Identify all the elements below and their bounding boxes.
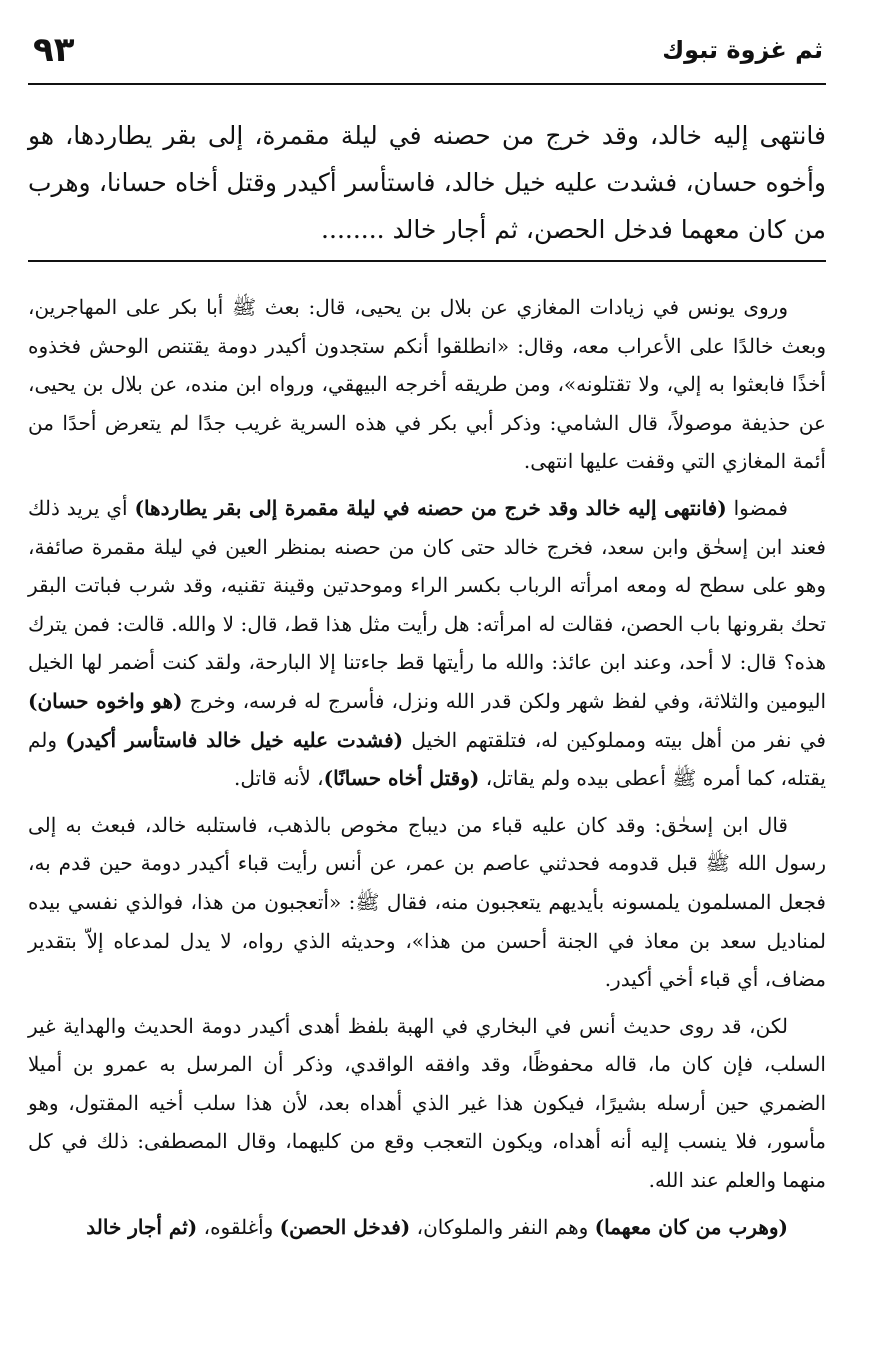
running-title: ثم غزوة تبوك [662, 36, 823, 64]
commentary [28, 288, 826, 1254]
quoted-text: (هو واخوه حسان) [28, 688, 183, 713]
commentary-paragraph-5 [28, 1208, 826, 1247]
header-rule [28, 83, 826, 85]
page-number: ٩٣ [33, 30, 75, 70]
main-text-body: فانتهى إليه خالد، وقد خرج من حصنه في ليلة مقمرة، إلى بقر يطاردها، هو وأخوه حسان، فشدت عليه خيل خالد، فاستأسر أكيدر وقتل أخاه حسانا، وهرب من كان معهما فدخل الحصن، ثم أجار خالد [28, 121, 826, 244]
commentary-paragraph-3: قال ابن إسحٰق: وقد كان عليه قباء من ديباج مخوص بالذهب، فاستلبه خالد، فبعث به إلى رسول الله ﷺ قبل قدومه فحدثني عاصم بن عمر، عن أنس رأيت قباء أكيدر دومة حين قدم به، فجعل المسلمون يلمسونه بأيديهم يتعجبون منه، فقال ﷺ: «أتعجبون من هذا، فوالذي نفسي بيده لمناديل سعد بن معاذ في الجنة أحسن من هذا»، وحديثه الذي رواه، لا يدل لمدعاه إلاّ بتقدير مضاف، أي قباء أخي أكيدر. [28, 812, 826, 992]
commentary-text: وأغلقوه، [197, 1214, 280, 1239]
quoted-text: (ثم أجار خالد [86, 1214, 198, 1239]
commentary-text: ولم يقتله، كما أمره ﷺ أعطى بيده ولم يقاتل، [28, 727, 826, 791]
commentary-text: ، لأنه قاتل. [234, 766, 324, 791]
commentary-text: وهم النفر والملوكان، [410, 1214, 595, 1239]
commentary-text: في نفر من أهل بيته ومملوكين له، فتلقتهم الخيل [403, 727, 826, 752]
commentary-paragraph-2 [28, 489, 826, 798]
section-rule [28, 260, 826, 262]
quoted-text: (فانتهى إليه خالد وقد خرج من حصنه في ليلة مقمرة إلى بقر يطاردها) [134, 495, 727, 520]
commentary-text: أي يريد ذلك فعند ابن إسحٰق وابن سعد، فخرج خالد حتى كان من حصنه بمنظر العين في ليلة مقمرة صائفة، وهو على سطح له ومعه امرأته الرباب بكسر الراء وموحدتين وقينة تقنيه، وقد شرب فباتت البقر تحك بقرونها باب الحصن، فقالت له امرأته: هل رأيت مثل هذا قط، قال: لا والله. قالت: فمن يترك هذه؟ قال: لا أحد، وعند ابن عائذ: والله ما رأيتها قط جاءتنا إلا البارحة، ولقد كنت أضمر لها الخيل اليومين والثلاثة، وفي لفظ شهر ولكن قدر الله ونزل، فأسرج له فرسه، وخرج [28, 495, 827, 713]
quoted-text: (وقتل أخاه حسانًا) [323, 766, 480, 791]
quoted-text: (وهرب من كان معهما) [594, 1214, 788, 1239]
page-header [25, 26, 825, 70]
quoted-text: (فدخل الحصن) [279, 1214, 411, 1239]
commentary-text: فمضوا [726, 495, 788, 520]
commentary-paragraph-1: وروى يونس في زيادات المغازي عن بلال بن يحيى، قال: بعث ﷺ أبا بكر على المهاجرين، وبعث خالدًا على الأعراب معه، وقال: «انطلقوا أنكم ستجدون أكيدر دومة يقتنص الوحش فخذوه أخذًا فابعثوا به إلي، ولا تقتلونه»، ومن طريقه أخرجه البيهقي، ورواه ابن منده، عن بلال بن يحيى، عن حذيفة موصولاً، قال الشامي: وذكر أبي بكر في هذه السرية غريب جدًا لم يتعرض أحدًا من أئمة المغازي التي وقفت عليها انتهى. [28, 295, 826, 474]
main-text-dots: ........ [321, 215, 385, 244]
commentary-paragraph-4: لكن، قد روى حديث أنس في البخاري في الهبة بلفظ أهدى أكيدر دومة الحديث والهداية غير السلب، فإن كان ما، قاله محفوظًا، وقد وافقه الواقدي، وذكر أن المرسل به عمرو بن أميلا الضمري حين أرسله بشيرًا، فيكون هذا غير الذي أهداه بعد، لأن هذا سلب أخيه المقتول، وهو مأسور، فلا ينسب إليه أنه أهداه، ويكون التعجب وقع من كليهما، وقال المصطفى: ذلك في كل منهما والعلم عند الله. [28, 1013, 826, 1193]
main-text [28, 112, 826, 253]
quoted-text: (فشدت عليه خيل خالد فاستأسر أكيدر) [65, 727, 404, 752]
